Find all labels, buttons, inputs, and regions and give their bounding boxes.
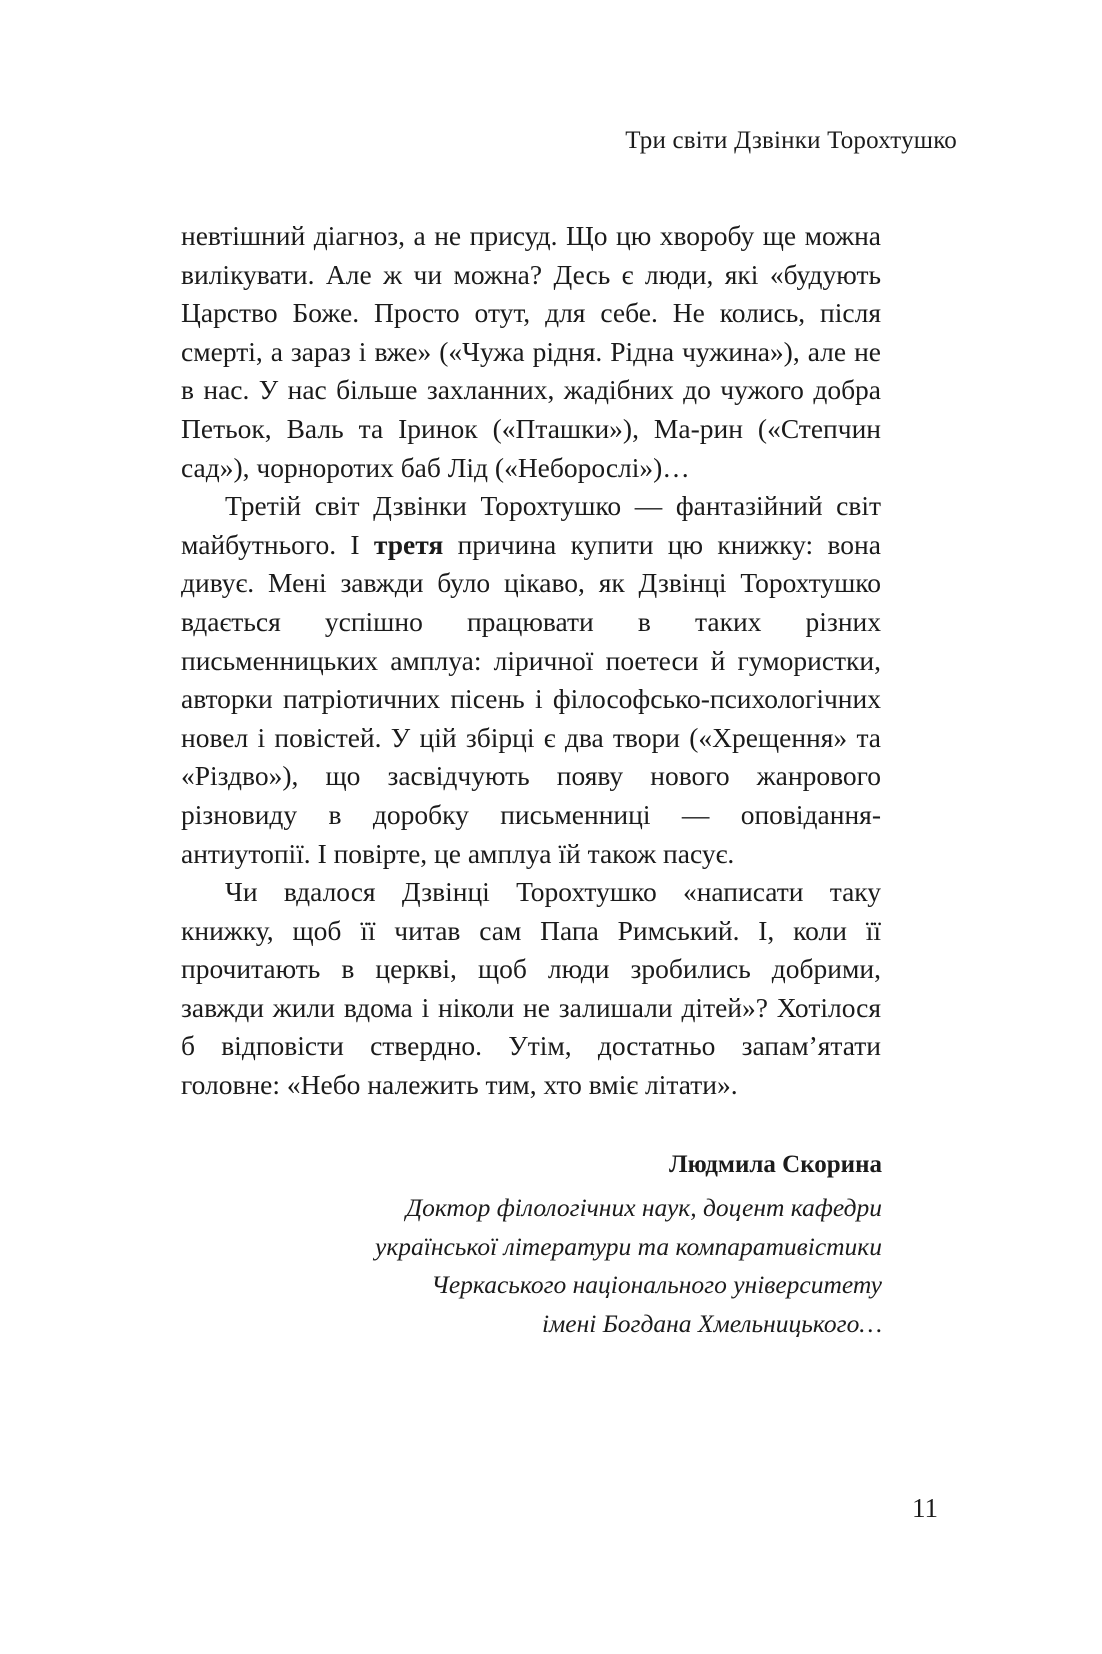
text-line: до чужого добра Петьок, Валь та Іринок («Пташки»), Ма- xyxy=(181,374,882,444)
body-text xyxy=(181,217,881,1105)
paragraph-3 xyxy=(181,873,881,1105)
paragraph-2 xyxy=(181,487,881,873)
text-line: щоб її читав сам Папа Римський. І, коли її прочитають xyxy=(181,914,882,985)
text-line: Торохтушко вдається успішно працювати в таких різних xyxy=(181,567,881,637)
running-header: Три світи Дзвінки Торохтушко xyxy=(625,127,957,154)
text-line: світ майбутнього. І xyxy=(181,490,881,560)
text-line: письменницьких амплуа: ліричної поетеси й гумористки, xyxy=(181,644,881,676)
affiliation-line: Черкаського національного університету xyxy=(431,1270,882,1299)
text-line: невтішний діагноз, а не присуд. Що цю хворобу ще xyxy=(181,220,797,251)
text-line: різновиду в доробку письменниці — оповідання-антиутопії. xyxy=(181,798,881,869)
text-line: І повірте, це амплуа їй також пасує. xyxy=(317,837,735,869)
text-line: Чи вдалося Дзвінці Торохтушко «написати таку книжку, xyxy=(181,876,881,946)
text-line: рин («Степчин сад»), чорноротих баб Лід («Неборослі»)… xyxy=(181,412,882,483)
text-line: ствердно. Утім, достатньо запам’ятати головне: «Небо xyxy=(181,1030,882,1101)
author-affiliation xyxy=(375,1189,882,1343)
emphasized-word: третя xyxy=(373,528,444,560)
text-line: вдома і ніколи не залишали дітей»? Хотілося б відповісти xyxy=(181,991,881,1062)
paragraph-1 xyxy=(181,217,881,487)
text-line: та «Різдво»), що засвідчують появу нового жанрового xyxy=(181,721,882,792)
text-line: «будують Царство Боже. Просто отут, для себе. Не xyxy=(181,258,882,329)
signature-block xyxy=(375,1147,882,1343)
affiliation-line: Доктор філологічних наук, доцент кафедри xyxy=(405,1193,882,1222)
affiliation-line: української літератури та компаративістики xyxy=(375,1231,882,1261)
text-line: причина купити цю книжку: xyxy=(443,528,814,560)
text-line: колись, після смерті, а зараз і вже» («Чужа рідня. Рідна xyxy=(181,297,881,367)
text-line: чужина»), але не в нас. У нас більше захланних, жадібних xyxy=(181,335,881,406)
text-line: можна вилікувати. Але ж чи можна? Десь є люди, які xyxy=(181,220,882,290)
text-line: Третій світ Дзвінки Торохтушко — фантазійний xyxy=(225,490,823,522)
page-number: 11 xyxy=(912,1493,938,1523)
text-line: вона дивує. Мені завжди було цікаво, як Дзвінці xyxy=(181,528,881,599)
text-line: належить тим, хто вміє літати». xyxy=(367,1069,738,1101)
text-line: новел і повістей. У цій збірці є два твори («Хрещення» xyxy=(181,721,848,753)
affiliation-line: імені Богдана Хмельницького… xyxy=(541,1308,882,1338)
text-line: в церкві, щоб люди зробились добрими, завжди жили xyxy=(181,953,882,1023)
text-line: авторки патріотичних пісень і філософсько-психологічних xyxy=(181,683,881,715)
author-name: Людмила Скорина xyxy=(668,1151,882,1178)
